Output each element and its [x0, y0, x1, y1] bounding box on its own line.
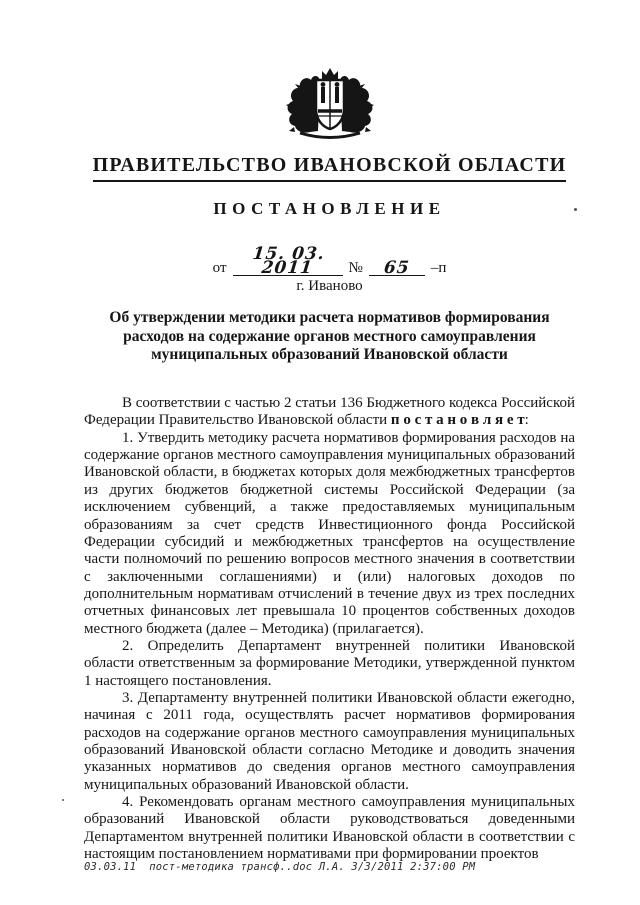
- intro-paragraph: [84, 395, 575, 430]
- date-prefix: от: [212, 260, 227, 276]
- number-sign: №: [348, 260, 363, 276]
- scan-speck: [62, 799, 64, 801]
- number-blank-field: [369, 260, 425, 276]
- footer-note: 03.03.11 пост-методика трансф..doc Л.А. 3/3/2011 2:37:00 PM: [84, 861, 476, 873]
- date-blank-field: [233, 246, 343, 276]
- date-number-line: [84, 246, 575, 277]
- org-name: [84, 154, 575, 182]
- org-name-text: ПРАВИТЕЛЬСТВО ИВАНОВСКОЙ ОБЛАСТИ: [93, 154, 567, 182]
- paragraph-1: 1. Утвердить методику расчета нормативов формирования расходов на содержание органов местного самоуправления муниципальных образований Ивановской области, в бюджетах которых доля межбюджетных трансфертов из других бюджетов бюджетной системы Российской Федерации (за исключением субвенций, а также предоставляемых муниципальным образованиям за счет средств Инвестиционного фонда Российской Федерации субсидий и межбюджетных трансфертов на осуществление части полномочий по решению вопросов местного значения в соответствии с заключенными соглашениями) и (или) налоговых доходов по дополнительным нормативам отчислений в течение двух из трех последних отчетных финансовых лет превышала 10 процентов собственных доходов местного бюджета (далее – Методика) (прилагается).: [84, 429, 575, 637]
- handwritten-date: 15. 03. 2011: [251, 244, 326, 278]
- paragraph-2: 2. Определить Департамент внутренней политики Ивановской области ответственным за формирование Методики, утвержденной пунктом 1 настоящего постановления.: [84, 637, 575, 689]
- doc-type: ПОСТАНОВЛЕНИЕ: [213, 199, 446, 218]
- paragraph-4: 4. Рекомендовать органам местного самоуправления муниципальных образований Ивановской области руководствоваться доведенными Департаментом внутренней политики Ивановской области в соответствии с настоящим постановлением нормативами при формировании проектов: [84, 794, 575, 863]
- coat-of-arms-icon: [280, 67, 380, 141]
- number-suffix: –п: [430, 260, 447, 276]
- doc-body: [84, 395, 575, 863]
- intro-verb-bold: п о с т а н о в л я е т: [390, 412, 525, 429]
- coat-of-arms: [280, 67, 380, 141]
- intro-text: В соответствии с частью 2 статьи 136 Бюджетного кодекса Российской Федерации Правительство Ивановской области: [84, 395, 575, 429]
- intro-colon: :: [524, 412, 529, 429]
- city-label: г. Иваново: [296, 278, 363, 294]
- doc-title: Об утверждении методики расчета нормативов формирования расходов на содержание органов местного самоуправления муниципальных образований Ивановской области: [109, 309, 550, 364]
- handwritten-number: 65: [382, 258, 411, 278]
- scan-speck: [574, 208, 577, 211]
- paragraph-3: 3. Департаменту внутренней политики Ивановской области ежегодно, начиная с 2011 года, осуществлять расчет нормативов формирования расходов на содержание органов местного самоуправления муниципальных образований Ивановской области согласно Методике и доводить значения указанных нормативов до сведения органов местного самоуправления муниципальных образований Ивановской области.: [84, 689, 575, 793]
- document-content: [84, 67, 575, 863]
